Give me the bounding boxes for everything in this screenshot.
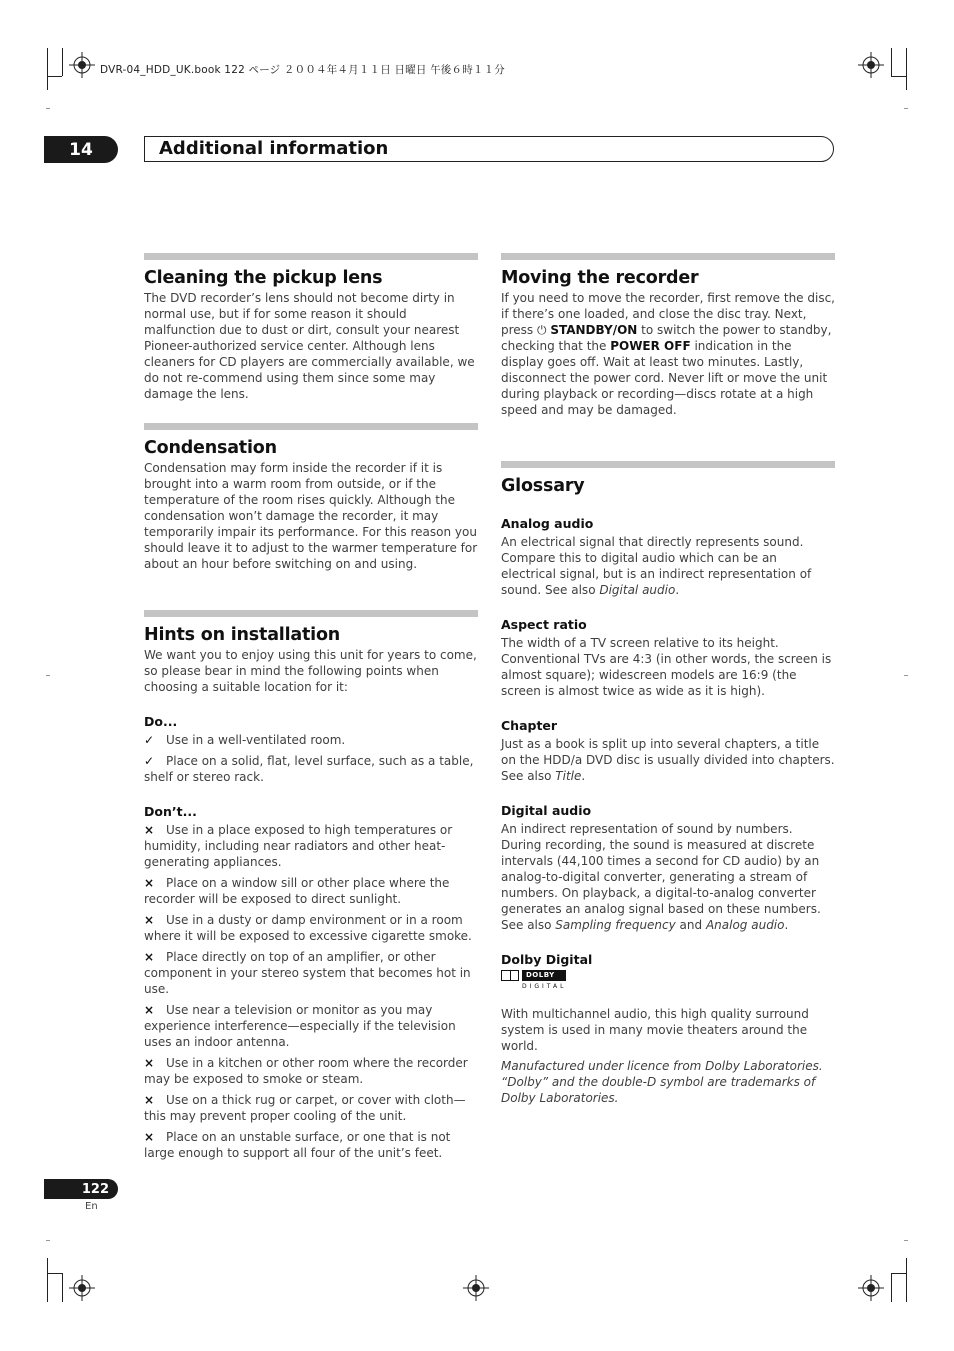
cross-icon: × [144, 1003, 155, 1017]
section-title: Moving the recorder [501, 268, 699, 288]
do-item-text: Place on a solid, flat, level surface, such as a table, shelf or stereo rack. [144, 754, 474, 784]
dont-item [144, 1129, 478, 1161]
section-rule [501, 253, 835, 260]
dont-item [144, 1002, 478, 1050]
dont-heading: Don’t... [144, 804, 197, 819]
check-icon: ✓ [144, 754, 155, 768]
section-cleaning [144, 253, 478, 402]
registration-mark-icon [69, 52, 95, 78]
glossary-definition: With multichannel audio, this high quality surround system is used in many movie theaters around the world. [501, 1007, 809, 1053]
dont-item-text: Place directly on top of an amplifier, or other component in your stereo system that becomes hot in use. [144, 950, 471, 996]
definition-text: . [784, 918, 789, 932]
definition-text: . [581, 769, 586, 783]
crop-mark [891, 1273, 892, 1302]
cross-reference: Digital audio [599, 583, 676, 597]
dolby-digital-logo-icon [501, 970, 835, 996]
cross-reference: Sampling frequency [555, 918, 676, 932]
registration-mark-icon [858, 1275, 884, 1301]
registration-mark-icon [858, 52, 884, 78]
definition-text: An indirect representation of sound by numbers. During recording, the sound is measured at discrete intervals (44,100 times a second for CD audio) by an analog-to-digital converter, generating a stream of numbers. On playback, a digital-to-analog converter generates an analog signal based on these numbers. See also [501, 822, 821, 932]
do-item-text: Use in a well-ventilated room. [166, 733, 346, 747]
glossary-definition [501, 736, 835, 784]
dont-item-text: Place on an unstable surface, or one that is not large enough to support all four of the unit’s feet. [144, 1130, 451, 1160]
crop-mark [891, 76, 906, 77]
dont-item-text: Use in a place exposed to high temperatures or humidity, including near radiators and other heat-generating appliances. [144, 823, 453, 869]
crop-mark [891, 48, 892, 76]
do-item [144, 732, 478, 748]
section-body: The DVD recorder’s lens should not become dirty in normal use, but if for some reason it should malfunction due to dust or dirt, consult your nearest Pioneer-authorized service center. Although lens cleaners for CD players are commercially available, we do not re-commend using them since some may damage the lens. [144, 291, 475, 401]
dont-item [144, 949, 478, 997]
definition-text: Just as a book is split up into several chapters, a title on the HDD/a DVD disc is usually divided into chapters. See also [501, 737, 835, 783]
trim-tick [46, 675, 50, 676]
chapter-number-badge: 14 [44, 136, 118, 163]
double-d-icon [501, 970, 519, 981]
trim-tick [46, 108, 50, 109]
check-icon: ✓ [144, 733, 155, 747]
page-number: 122 [44, 1179, 118, 1199]
power-off-indicator: POWER OFF [610, 339, 691, 353]
body-text: If you need to move the recorder, first remove the disc, if there’s one loaded, and close the disc tray. Next, press [501, 291, 835, 337]
section-body: Condensation may form inside the recorder if it is brought into a warm room from outside, or if the temperature of the room rises quickly. Although the condensation won’t damage the recorder, it may temporarily impair its performance. For this reason you should leave it to adjust to the warmer temperature for about an hour before switching on and using. [144, 461, 478, 571]
section-title: Condensation [144, 438, 277, 458]
dont-item [144, 875, 478, 907]
crop-mark [906, 48, 907, 90]
dont-item [144, 1055, 478, 1087]
do-heading: Do... [144, 714, 178, 729]
glossary-term: Analog audio [501, 516, 594, 531]
section-rule [144, 423, 478, 430]
cross-icon: × [144, 823, 155, 837]
body-text: indication in the display goes off. Wait at least two minutes. Lastly, disconnect the power cord. Never lift or move the unit during playback or recording—discs rotate at a high speed and may be damaged. [501, 339, 828, 417]
section-rule [501, 461, 835, 468]
section-rule [144, 610, 478, 617]
crop-mark [62, 48, 63, 76]
cross-icon: × [144, 950, 155, 964]
power-icon: ⏻ [537, 323, 547, 337]
section-intro: We want you to enjoy using this unit for years to come, so please bear in mind the following points when choosing a suitable location for it: [144, 648, 477, 694]
standby-on-key: STANDBY/ON [550, 323, 638, 337]
crop-mark [906, 1258, 907, 1302]
glossary-term: Chapter [501, 718, 558, 733]
print-header: DVR-04_HDD_UK.book 122 ページ ２００４年４月１１日 日曜日 午後６時１１分 [100, 64, 505, 76]
cross-icon: × [144, 913, 155, 927]
dont-item-text: Use on a thick rug or carpet, or cover with cloth—this may prevent proper cooling of the unit. [144, 1093, 466, 1123]
glossary-term: Dolby Digital [501, 952, 593, 967]
section-body [501, 290, 835, 418]
glossary-term: Digital audio [501, 803, 592, 818]
dont-item [144, 822, 478, 870]
dont-item-text: Use in a kitchen or other room where the recorder may be exposed to smoke or steam. [144, 1056, 468, 1086]
glossary-term: Aspect ratio [501, 617, 587, 632]
trademark-note [501, 1058, 835, 1106]
cross-icon: × [144, 1093, 155, 1107]
dont-item-text: Use in a dusty or damp environment or in a room where it will be exposed to excessive cigarette smoke. [144, 913, 472, 943]
trademark-note-text: Manufactured under licence from Dolby Laboratories. “Dolby” and the double-D symbol are trademarks of Dolby Laboratories. [501, 1059, 823, 1105]
page-language: En [85, 1201, 98, 1212]
section-hints [144, 610, 478, 1166]
dolby-wordmark [522, 970, 566, 990]
crop-mark [62, 1273, 63, 1302]
dont-item [144, 912, 478, 944]
trim-tick [904, 108, 908, 109]
cross-icon: × [144, 1056, 155, 1070]
dont-item [144, 1092, 478, 1124]
section-title: Cleaning the pickup lens [144, 268, 383, 288]
cross-icon: × [144, 1130, 155, 1144]
crop-mark [47, 1273, 62, 1274]
dolby-logo-subtext: DIGITAL [522, 983, 567, 990]
cross-reference: Analog audio [705, 918, 785, 932]
crop-mark [47, 48, 48, 90]
dont-item-text: Place on a window sill or other place where the recorder will be exposed to direct sunlight. [144, 876, 450, 906]
glossary-definition [501, 534, 835, 598]
cross-reference: Title [555, 769, 582, 783]
section-glossary [501, 461, 835, 1106]
registration-mark-icon [69, 1275, 95, 1301]
section-condensation [144, 423, 478, 572]
trim-tick [46, 1240, 50, 1241]
registration-mark-icon [463, 1275, 489, 1301]
dont-item-text: Use near a television or monitor as you may experience interference—especially if the television uses an indoor antenna. [144, 1003, 456, 1049]
definition-text: and [675, 918, 706, 932]
trim-tick [904, 675, 908, 676]
section-title: Glossary [501, 476, 585, 496]
definition-text: An electrical signal that directly represents sound. Compare this to digital audio which can be an electrical signal, but is an indirect representation of sound. See also [501, 535, 812, 597]
definition-text: . [675, 583, 680, 597]
chapter-title: Additional information [144, 136, 834, 162]
crop-mark [47, 76, 62, 77]
crop-mark [47, 1258, 48, 1302]
section-moving [501, 253, 835, 418]
dolby-logo-text: DOLBY [522, 970, 566, 981]
cross-icon: × [144, 876, 155, 890]
section-title: Hints on installation [144, 625, 341, 645]
crop-mark [891, 1273, 906, 1274]
do-item [144, 753, 478, 785]
section-rule [144, 253, 478, 260]
body-text: to switch the power to standby, checking that the [501, 323, 832, 353]
glossary-definition: The width of a TV screen relative to its height. Conventional TVs are 4:3 (in other words, the screen is almost square); widescreen models are 16:9 (the screen is almost twice as wide as it is high). [501, 636, 832, 698]
glossary-definition [501, 821, 835, 933]
trim-tick [904, 1240, 908, 1241]
